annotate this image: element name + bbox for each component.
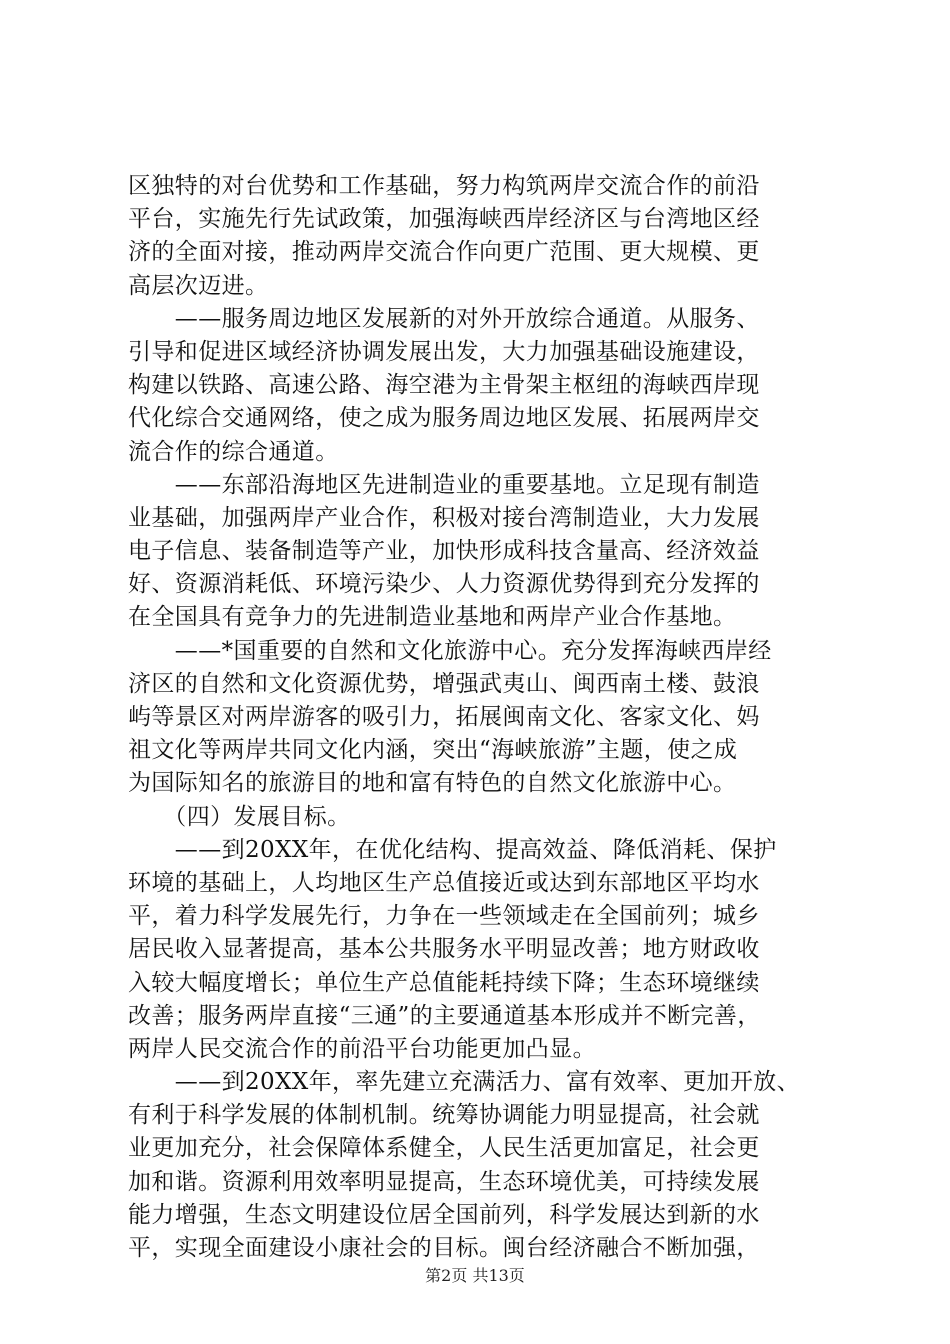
text-line: 电子信息、装备制造等产业，加快形成科技含量高、经济效益	[128, 538, 760, 565]
text-line: 平台，实施先行先试政策，加强海峡西岸经济区与台湾地区经	[128, 206, 760, 233]
text-line: 居民收入显著提高，基本公共服务水平明显改善；地方财政收	[128, 936, 760, 963]
text-line: ——*国重要的自然和文化旅游中心。充分发挥海峡西岸经	[128, 637, 772, 664]
text-line: 祖文化等两岸共同文化内涵，突出“海峡旅游”主题，使之成	[128, 737, 738, 764]
text-line: 平，着力科学发展先行，力争在一些领域走在全国前列；城乡	[128, 903, 760, 930]
text-line: ——东部沿海地区先进制造业的重要基地。立足现有制造	[128, 471, 760, 498]
text-line: 有利于科学发展的体制机制。统筹协调能力明显提高，社会就	[128, 1102, 760, 1129]
text-line: 屿等景区对两岸游客的吸引力，拓展闽南文化、客家文化、妈	[128, 704, 760, 730]
text-line: （四）发展目标。	[128, 803, 351, 830]
text-line: 代化综合交通网络，使之成为服务周边地区发展、拓展两岸交	[128, 405, 760, 432]
text-line: 济的全面对接，推动两岸交流合作向更广范围、更大规模、更	[128, 239, 760, 266]
text-line: ——到20XX年，率先建立充满活力、富有效率、更加开放、	[128, 1069, 801, 1096]
text-line: 环境的基础上，人均地区生产总值接近或达到东部地区平均水	[128, 869, 760, 896]
text-line: 流合作的综合通道。	[128, 438, 339, 465]
text-line: 济区的自然和文化资源优势，增强武夷山、闽西南土楼、鼓浪	[128, 670, 760, 697]
text-line: 区独特的对台优势和工作基础，努力构筑两岸交流合作的前沿	[128, 173, 760, 199]
text-line: 在全国具有竞争力的先进制造业基地和两岸产业合作基地。	[128, 604, 737, 631]
text-line: 加和谐。资源利用效率明显提高，生态环境优美，可持续发展	[128, 1168, 760, 1195]
text-line: 能力增强，生态文明建设位居全国前列，科学发展达到新的水	[128, 1201, 760, 1228]
text-line: 业更加充分，社会保障体系健全，人民生活更加富足，社会更	[128, 1135, 760, 1162]
text-line: ——服务周边地区发展新的对外开放综合通道。从服务、	[128, 305, 760, 332]
text-line: 好、资源消耗低、环境污染少、人力资源优势得到充分发挥的	[128, 571, 760, 598]
text-line: 两岸人民交流合作的前沿平台功能更加凸显。	[128, 1035, 596, 1062]
text-line: 高层次迈进。	[128, 272, 269, 299]
text-line: 引导和促进区域经济协调发展出发，大力加强基础设施建设，	[128, 338, 760, 365]
text-line: 平，实现全面建设小康社会的目标。闽台经济融合不断加强，	[128, 1235, 760, 1261]
text-line: 业基础，加强两岸产业合作，积极对接台湾制造业，大力发展	[128, 504, 760, 531]
text-line: 改善；服务两岸直接“三通”的主要通道基本形成并不断完善，	[128, 1002, 761, 1029]
text-line: 构建以铁路、高速公路、海空港为主骨架主枢纽的海峡西岸现	[128, 372, 760, 399]
text-line: ——到20XX年，在优化结构、提高效益、降低消耗、保护	[128, 836, 777, 863]
text-line: 入较大幅度增长；单位生产总值能耗持续下降；生态环境继续	[128, 969, 760, 996]
text-line: 为国际知名的旅游目的地和富有特色的自然文化旅游中心。	[128, 770, 737, 797]
page-footer: 第2页 共13页	[425, 1266, 525, 1285]
body-text	[128, 170, 828, 1265]
